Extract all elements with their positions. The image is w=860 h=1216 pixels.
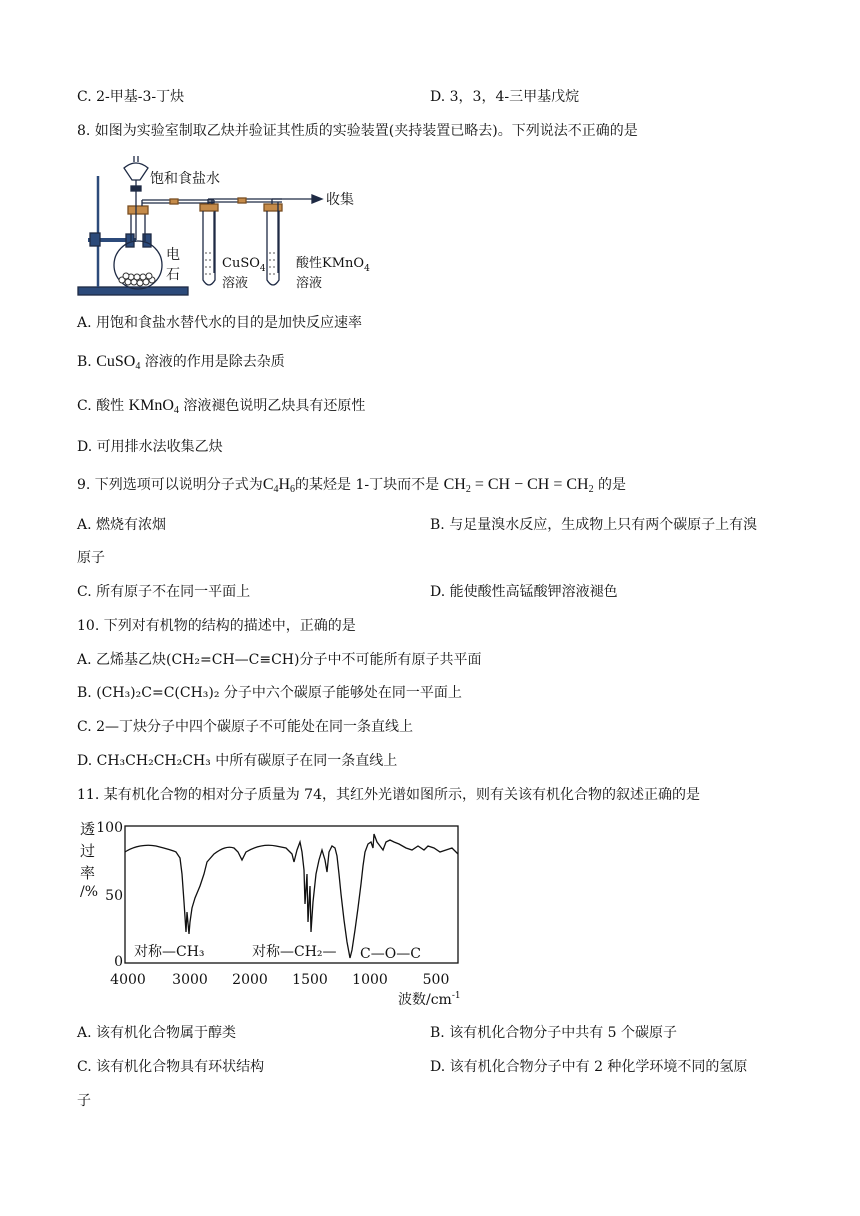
q11-option-d: D. 该有机化合物分子中有 2 种化学环境不同的氢原 (430, 1059, 748, 1075)
label-carbide-1: 电 (166, 247, 180, 263)
label-collect: 收集 (326, 192, 354, 208)
cuso4-formula: CuSO$_4$ (96, 353, 141, 372)
label-cuso4: CuSO$_4$ (222, 256, 266, 274)
acetylene-apparatus-figure (76, 148, 406, 300)
xtick-label: 2000 (232, 972, 268, 988)
ir-spectrum-line (125, 834, 458, 958)
q10-option-a: A. 乙烯基乙炔(CH₂=CH—C≡CH)分子中不可能所有原子共平面 (77, 652, 482, 668)
label-kmno4-solution: 溶液 (296, 276, 323, 291)
stem-text: 的某烃是 1-丁块而不是 (295, 477, 440, 493)
ytick-100: 100 (96, 820, 123, 836)
xtick-label: 500 (422, 972, 450, 988)
q11-option-c: C. 该有机化合物具有环状结构 (77, 1059, 265, 1075)
q8-option-b (77, 352, 285, 372)
kmno4-formula: KMnO$_4$ (128, 397, 179, 416)
q10-option-c: C. 2—丁炔分子中四个碳原子不可能处在同一条直线上 (77, 719, 414, 735)
q9-stem (77, 475, 626, 495)
option-letter: C. 酸性 (77, 398, 125, 414)
ytick-50: 50 (105, 888, 123, 904)
q7-option-d: D. 3，3，4-三甲基戊烷 (430, 89, 580, 105)
option-text: 溶液的作用是除去杂质 (144, 354, 285, 370)
dropping-funnel (124, 163, 148, 180)
stem-text: 9. 下列选项可以说明分子式为 (77, 477, 263, 493)
stem-text: 的是 (598, 477, 627, 493)
spectrum-frame (125, 826, 458, 963)
xtick-label: 1000 (352, 972, 388, 988)
q10-stem: 10. 下列对有机物的结构的描述中，正确的是 (77, 618, 356, 634)
q11-option-b: B. 该有机化合物分子中共有 5 个碳原子 (430, 1025, 677, 1041)
q11-option-a: A. 该有机化合物属于醇类 (77, 1025, 237, 1041)
q10-option-b: B. (CH₃)₂C=C(CH₃)₂ 分子中六个碳原子能够处在同一平面上 (77, 685, 462, 701)
q11-option-d-cont: 子 (77, 1093, 91, 1109)
tube2-stopper (264, 204, 282, 211)
collect-arrow (312, 195, 322, 203)
q7-option-c: C. 2-甲基-3-丁炔 (77, 89, 185, 105)
annotation-ch3: 对称—CH₃ (134, 944, 205, 960)
x-axis-ticks (110, 972, 449, 988)
ylabel-char-3: 率 (80, 864, 96, 882)
q9-option-b: B. 与足量溴水反应，生成物上只有两个碳原子上有溴 (430, 517, 758, 533)
ylabel-unit: /% (80, 884, 99, 900)
label-brine: 饱和食盐水 (150, 171, 220, 187)
q9-option-a: A. 燃烧有浓烟 (77, 517, 167, 533)
x-axis-label: 波数$/cm^{-1}$ (398, 991, 461, 1008)
ylabel-char-2: 过 (80, 842, 96, 860)
q9-option-c: C. 所有原子不在同一平面上 (77, 584, 251, 600)
q11-stem: 11. 某有机化合物的相对分子质量为 74，其红外光谱如图所示，则有关该有机化合物的叙述正确的是 (77, 787, 700, 803)
q10-option-d: D. CH₃CH₂CH₂CH₃ 中所有碳原子在同一条直线上 (77, 753, 398, 769)
xtick-label: 3000 (172, 972, 208, 988)
label-kmno4: 酸性KMnO$_4$ (296, 256, 370, 274)
annotation-coc: C—O—C (360, 946, 421, 962)
q8-option-c (77, 396, 365, 416)
option-letter: B. (77, 354, 92, 370)
xtick-label: 4000 (110, 972, 146, 988)
c4h6-formula: $C_4H_6$ (262, 476, 296, 495)
annotation-ch2: 对称—CH₂— (252, 944, 337, 960)
butadiene-formula: $CH_2$ = CH − CH = $CH_2$ (443, 476, 594, 495)
q8-stem: 8. 如图为实验室制取乙炔并验证其性质的实验装置(夹持装置已略去)。下列说法不正确的是 (77, 123, 638, 139)
label-cuso4-solution: 溶液 (222, 276, 249, 291)
q8-option-a: A. 用饱和食盐水替代水的目的是加快反应速率 (77, 315, 363, 331)
ir-spectrum-figure (76, 812, 476, 1012)
q9-option-b-cont: 原子 (77, 550, 105, 566)
flask-stopper (128, 206, 148, 214)
ylabel-char-1: 透 (80, 820, 96, 838)
xtick-label: 1500 (292, 972, 328, 988)
option-text: 溶液褪色说明乙炔具有还原性 (183, 398, 366, 414)
label-carbide-2: 石 (166, 267, 180, 283)
ytick-0: 0 (114, 954, 123, 970)
tube1-stopper (200, 204, 218, 211)
q9-option-d: D. 能使酸性高锰酸钾溶液褪色 (430, 584, 618, 600)
q8-option-d: D. 可用排水法收集乙炔 (77, 439, 223, 455)
